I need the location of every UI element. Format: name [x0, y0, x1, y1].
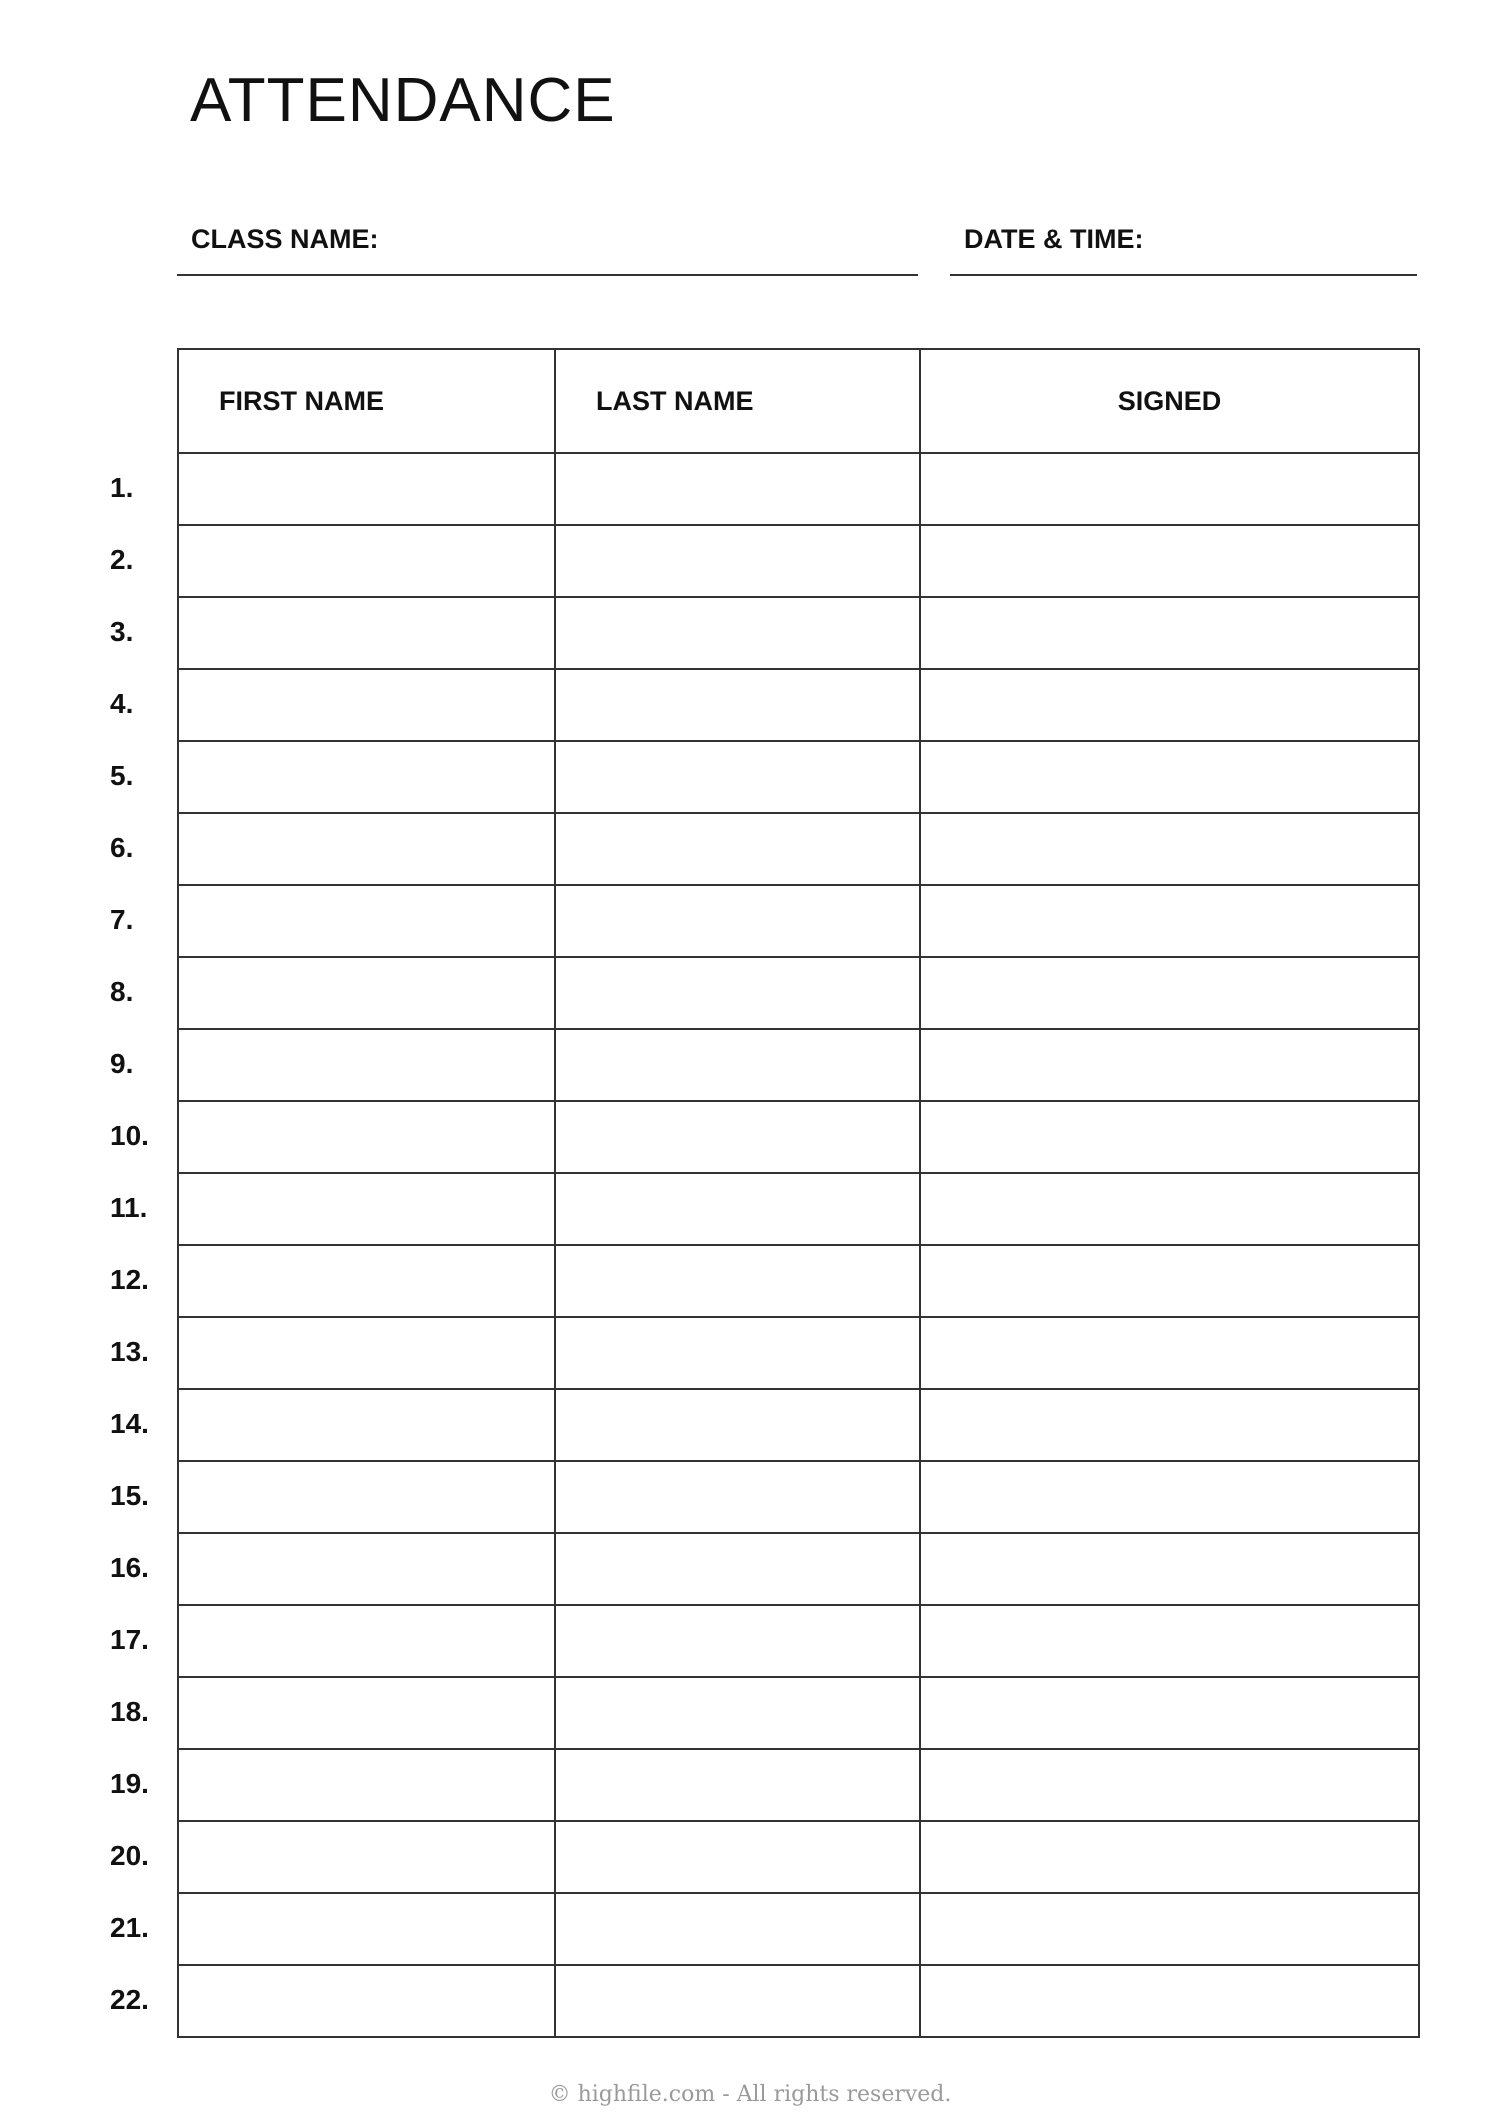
signed-cell[interactable]	[920, 957, 1419, 1029]
table-row	[178, 1461, 1419, 1533]
table-row	[178, 885, 1419, 957]
table-row	[178, 741, 1419, 813]
table-row	[178, 1533, 1419, 1605]
last-name-cell[interactable]	[555, 1605, 920, 1677]
date-time-field[interactable]	[950, 222, 1417, 276]
row-number: 14.	[110, 1408, 149, 1439]
signed-cell[interactable]	[920, 741, 1419, 813]
first-name-cell[interactable]	[178, 1605, 555, 1677]
last-name-cell[interactable]	[555, 1821, 920, 1893]
row-number: 1.	[110, 472, 134, 503]
signed-header: SIGNED	[920, 349, 1419, 453]
first-name-cell[interactable]	[178, 957, 555, 1029]
row-number: 8.	[110, 976, 134, 1007]
table-row	[178, 1605, 1419, 1677]
table-row	[178, 1677, 1419, 1749]
row-number: 22.	[110, 1984, 149, 2015]
first-name-cell[interactable]	[178, 1245, 555, 1317]
table-row	[178, 1245, 1419, 1317]
last-name-cell[interactable]	[555, 1533, 920, 1605]
signed-cell[interactable]	[920, 1029, 1419, 1101]
table-row	[178, 1389, 1419, 1461]
first-name-cell[interactable]	[178, 453, 555, 525]
first-name-cell[interactable]	[178, 1389, 555, 1461]
signed-cell[interactable]	[920, 1893, 1419, 1965]
row-number: 3.	[110, 616, 134, 647]
signed-cell[interactable]	[920, 453, 1419, 525]
first-name-cell[interactable]	[178, 1893, 555, 1965]
table-row	[178, 453, 1419, 525]
last-name-cell[interactable]	[555, 1245, 920, 1317]
last-name-cell[interactable]	[555, 1317, 920, 1389]
row-number: 4.	[110, 688, 134, 719]
first-name-cell[interactable]	[178, 597, 555, 669]
first-name-cell[interactable]	[178, 1101, 555, 1173]
row-number: 5.	[110, 760, 134, 791]
first-name-cell[interactable]	[178, 1677, 555, 1749]
first-name-cell[interactable]	[178, 741, 555, 813]
row-number-column	[110, 452, 170, 2036]
first-name-cell[interactable]	[178, 1461, 555, 1533]
last-name-cell[interactable]	[555, 1749, 920, 1821]
first-name-cell[interactable]	[178, 1965, 555, 2037]
first-name-cell[interactable]	[178, 1029, 555, 1101]
signed-cell[interactable]	[920, 597, 1419, 669]
first-name-cell[interactable]	[178, 525, 555, 597]
last-name-cell[interactable]	[555, 669, 920, 741]
signed-cell[interactable]	[920, 1605, 1419, 1677]
signed-cell[interactable]	[920, 813, 1419, 885]
table-row	[178, 957, 1419, 1029]
last-name-cell[interactable]	[555, 1893, 920, 1965]
table-row	[178, 1749, 1419, 1821]
signed-cell[interactable]	[920, 1461, 1419, 1533]
row-number: 21.	[110, 1912, 149, 1943]
signed-cell[interactable]	[920, 1533, 1419, 1605]
class-name-field[interactable]	[177, 222, 918, 276]
page-title: ATTENDANCE	[190, 66, 616, 135]
row-number: 10.	[110, 1120, 149, 1151]
signed-cell[interactable]	[920, 1101, 1419, 1173]
last-name-cell[interactable]	[555, 525, 920, 597]
class-name-label: CLASS NAME:	[191, 224, 379, 254]
first-name-cell[interactable]	[178, 813, 555, 885]
signed-cell[interactable]	[920, 1821, 1419, 1893]
signed-cell[interactable]	[920, 1245, 1419, 1317]
first-name-cell[interactable]	[178, 1533, 555, 1605]
first-name-cell[interactable]	[178, 1173, 555, 1245]
table-row	[178, 1965, 1419, 2037]
table-row	[178, 1821, 1419, 1893]
last-name-cell[interactable]	[555, 1389, 920, 1461]
signed-cell[interactable]	[920, 1173, 1419, 1245]
signed-cell[interactable]	[920, 1317, 1419, 1389]
copyright-footer: © highfile.com - All rights reserved.	[548, 2082, 952, 2107]
last-name-header: LAST NAME	[555, 349, 920, 453]
row-number: 7.	[110, 904, 134, 935]
table-row	[178, 1317, 1419, 1389]
table-header-row	[178, 349, 1419, 453]
last-name-cell[interactable]	[555, 957, 920, 1029]
date-time-label: DATE & TIME:	[964, 224, 1144, 254]
first-name-cell[interactable]	[178, 1821, 555, 1893]
table-row	[178, 669, 1419, 741]
last-name-cell[interactable]	[555, 1173, 920, 1245]
row-number: 13.	[110, 1336, 149, 1367]
table-row	[178, 597, 1419, 669]
row-number: 15.	[110, 1480, 149, 1511]
signed-cell[interactable]	[920, 525, 1419, 597]
row-number: 12.	[110, 1264, 149, 1295]
last-name-cell[interactable]	[555, 741, 920, 813]
last-name-cell[interactable]	[555, 597, 920, 669]
row-number: 9.	[110, 1048, 134, 1079]
first-name-cell[interactable]	[178, 885, 555, 957]
last-name-cell[interactable]	[555, 1965, 920, 2037]
row-number: 11.	[110, 1192, 148, 1223]
signed-cell[interactable]	[920, 1389, 1419, 1461]
last-name-cell[interactable]	[555, 1677, 920, 1749]
signed-cell[interactable]	[920, 1749, 1419, 1821]
row-number: 20.	[110, 1840, 149, 1871]
first-name-cell[interactable]	[178, 669, 555, 741]
row-number: 16.	[110, 1552, 149, 1583]
signed-cell[interactable]	[920, 1677, 1419, 1749]
last-name-cell[interactable]	[555, 1029, 920, 1101]
table-row	[178, 813, 1419, 885]
row-number: 17.	[110, 1624, 149, 1655]
signed-cell[interactable]	[920, 1965, 1419, 2037]
signed-cell[interactable]	[920, 669, 1419, 741]
last-name-cell[interactable]	[555, 885, 920, 957]
attendance-table	[177, 348, 1420, 2038]
table-row	[178, 1101, 1419, 1173]
first-name-header: FIRST NAME	[178, 349, 555, 453]
signed-cell[interactable]	[920, 885, 1419, 957]
first-name-cell[interactable]	[178, 1749, 555, 1821]
table-row	[178, 1893, 1419, 1965]
last-name-cell[interactable]	[555, 813, 920, 885]
first-name-cell[interactable]	[178, 1317, 555, 1389]
table-row	[178, 1029, 1419, 1101]
table-row	[178, 525, 1419, 597]
row-number: 2.	[110, 544, 134, 575]
row-number: 19.	[110, 1768, 149, 1799]
last-name-cell[interactable]	[555, 1101, 920, 1173]
row-number: 6.	[110, 832, 134, 863]
table-row	[178, 1173, 1419, 1245]
row-number: 18.	[110, 1696, 149, 1727]
last-name-cell[interactable]	[555, 453, 920, 525]
last-name-cell[interactable]	[555, 1461, 920, 1533]
